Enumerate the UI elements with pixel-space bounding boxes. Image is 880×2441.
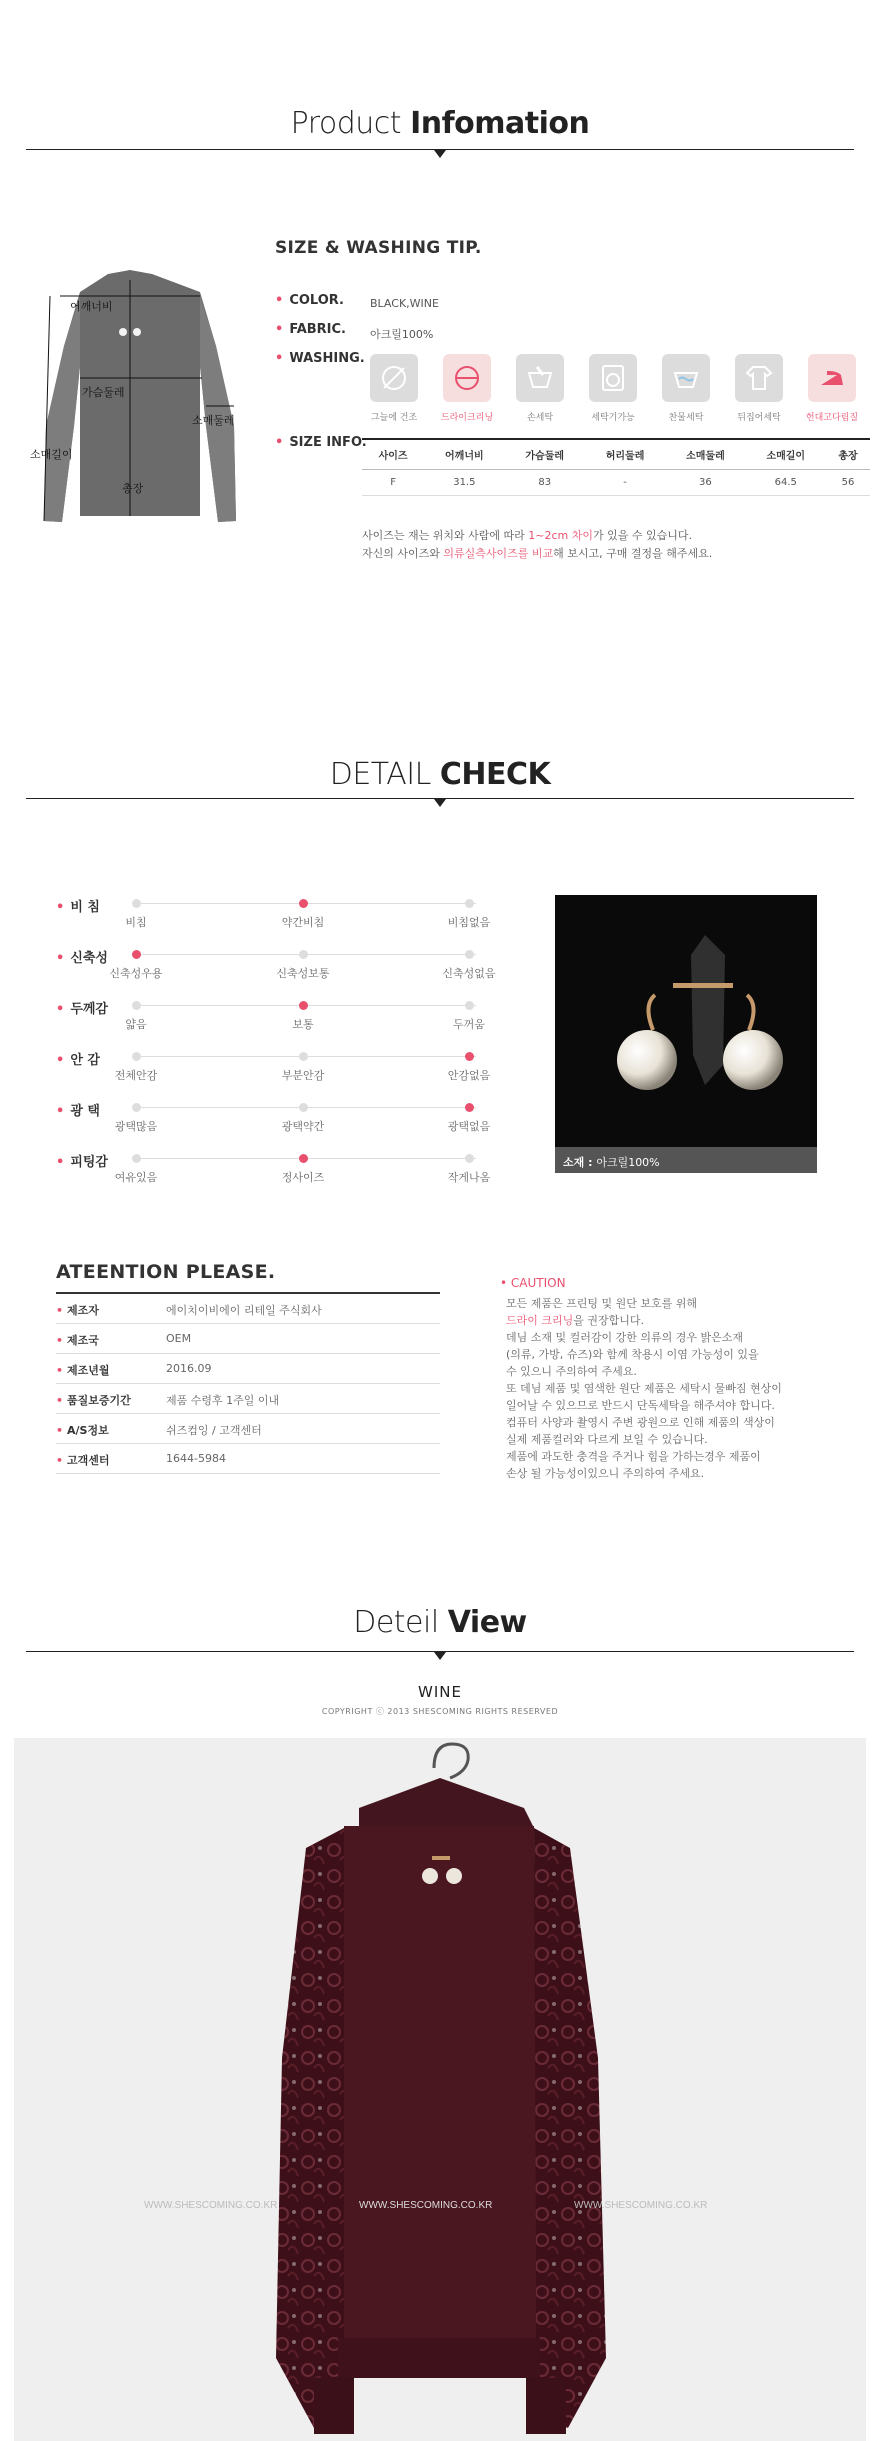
attention-row: [56, 1324, 440, 1354]
size-table-header: 사이즈 어깨너비 가슴둘레 허리둘레 소매둘레 소매길이 총장: [362, 439, 870, 470]
caution-line: 데님 소재 및 컬러감이 강한 의류의 경우 밝은소재: [506, 1331, 743, 1344]
shade-dry-icon: [379, 363, 409, 393]
detail-dot: [465, 950, 474, 959]
detail-option: 비침없음: [447, 916, 491, 929]
diagram-label-sleeve-round: 소매둘레: [192, 414, 235, 427]
caution-line: 실제 제품컬러와 다르게 보일 수 있습니다.: [506, 1433, 708, 1446]
caution-line: 컴퓨터 사양과 촬영시 주변 광원으로 인해 제품의 색상이: [506, 1416, 775, 1429]
attention-value: 1644-5984: [166, 1452, 226, 1465]
detail-dot: [299, 950, 308, 959]
detail-row-label: • 두께감: [56, 1002, 108, 1017]
attention-heading: ATEENTION PLEASE.: [56, 1261, 276, 1283]
caution-line: 드라이 크리닝을 권장합니다.: [506, 1314, 645, 1327]
caution-line: 일어날 수 있으므로 반드시 단독세탁을 해주셔야 합니다.: [506, 1399, 775, 1412]
product-photo: [14, 1738, 866, 2441]
size-note-1: 사이즈는 재는 위치와 사람에 따라 1~2cm 차이가 있을 수 있습니다.: [362, 529, 692, 542]
pearl-earring-closeup-icon: [555, 895, 817, 1147]
detail-dot: [465, 1154, 474, 1163]
detail-option: 광택약간: [281, 1120, 325, 1133]
detail-option: 광택없음: [447, 1120, 491, 1133]
washing-hand-wash: 손세탁: [516, 354, 564, 423]
detail-dot: [132, 1103, 141, 1112]
attention-key: • A/S정보: [56, 1424, 109, 1437]
detail-dot: [465, 1103, 474, 1112]
washing-machine: 세탁기가능: [589, 354, 637, 423]
attention-value: OEM: [166, 1332, 192, 1345]
detail-option: 정사이즈: [281, 1171, 325, 1184]
fabric-label: • FABRIC.: [275, 322, 346, 337]
divider-arrow: [434, 150, 446, 158]
caution-line: (의류, 가방, 슈즈)와 함께 착용시 이염 가능성이 있을: [506, 1348, 759, 1361]
detail-row-label: • 비 침: [56, 900, 100, 915]
svg-text:WWW.SHESCOMING.CO.KR: WWW.SHESCOMING.CO.KR: [359, 2200, 493, 2211]
caution-line: 또 데님 제품 및 염색한 원단 제품은 세탁시 물빠짐 현상이: [506, 1382, 782, 1395]
detail-option: 부분안감: [281, 1069, 325, 1082]
detail-dot: [132, 899, 141, 908]
attention-value: 쉬즈컴잉 / 고객센터: [166, 1424, 262, 1437]
washing-dry-clean: 드라이크리닝: [443, 354, 491, 423]
detail-option: 광택많음: [114, 1120, 158, 1133]
attention-row: [56, 1414, 440, 1444]
washing-iron: 헌대고다림질: [808, 354, 856, 423]
detail-option: 두꺼움: [453, 1018, 485, 1031]
washing-label: • WASHING.: [275, 351, 365, 366]
detail-dot: [299, 1052, 308, 1061]
divider-arrow: [434, 1652, 446, 1660]
detail-dot: [299, 1103, 308, 1112]
washing-machine-icon: [598, 363, 628, 393]
caution-title: • CAUTION: [500, 1276, 566, 1290]
svg-text:WWW.SHESCOMING.CO.KR: WWW.SHESCOMING.CO.KR: [144, 2200, 278, 2211]
detail-option: 비침: [125, 916, 147, 929]
diagram-label-length: 총장: [122, 482, 144, 495]
washing-inside-out: 뒤집어세탁: [735, 354, 783, 423]
detail-dot: [132, 1154, 141, 1163]
diagram-label-sleeve-length: 소매길이: [30, 448, 73, 461]
attention-row: [56, 1294, 440, 1324]
attention-value: 에이치이비에이 리테일 주식회사: [166, 1304, 322, 1317]
dry-clean-icon: [452, 363, 482, 393]
washing-cold-water: 찬물세탁: [662, 354, 710, 423]
table-row: F 31.5 83 - 36 64.5 56: [362, 470, 870, 496]
detail-row: [56, 1100, 496, 1140]
detail-option: 작게나옴: [447, 1171, 491, 1184]
detail-dot: [465, 899, 474, 908]
attention-value: 2016.09: [166, 1362, 212, 1375]
detail-option: 여유있음: [114, 1171, 158, 1184]
copyright: COPYRIGHT ⓒ 2013 SHESCOMING RIGHTS RESERVED: [321, 1707, 559, 1716]
divider-arrow: [434, 799, 446, 807]
attention-row: [56, 1354, 440, 1384]
product-info-title: Product Infomation: [290, 106, 590, 141]
material-photo: [555, 895, 817, 1173]
size-note-2: 자신의 사이즈와 의류실측사이즈를 비교해 보시고, 구매 결정을 해주세요.: [362, 547, 713, 560]
detail-dot: [132, 950, 141, 959]
washing-shade-dry: 그늘에 건조: [370, 354, 418, 423]
detail-row: [56, 947, 496, 987]
size-washing-heading: SIZE & WASHING TIP.: [275, 238, 482, 258]
detail-option: 안감없음: [447, 1069, 491, 1082]
size-table: [362, 438, 870, 496]
attention-key: • 고객센터: [56, 1454, 110, 1467]
color-name: WINE: [418, 1683, 462, 1701]
size-info-label: • SIZE INFO.: [275, 435, 367, 450]
detail-dot: [299, 1001, 308, 1010]
detail-view-title: Deteil View: [353, 1605, 527, 1640]
detail-dot: [132, 1001, 141, 1010]
detail-option: 전체안감: [114, 1069, 158, 1082]
svg-text:WWW.SHESCOMING.CO.KR: WWW.SHESCOMING.CO.KR: [574, 2200, 708, 2211]
hand-wash-icon: [525, 363, 555, 393]
attention-key: • 제조년월: [56, 1364, 110, 1377]
diagram-label-shoulder: 어깨너비: [70, 300, 113, 313]
detail-option: 신축성보통: [276, 967, 330, 980]
detail-dot: [299, 1154, 308, 1163]
caution-line: 모든 제품은 프린팅 및 원단 보호를 위해: [506, 1297, 697, 1310]
inside-out-icon: [744, 363, 774, 393]
size-diagram: [30, 266, 250, 566]
wine-lace-sweater-icon: [14, 1738, 866, 2441]
attention-key: • 제조국: [56, 1334, 99, 1347]
detail-row-label: • 신축성: [56, 951, 108, 966]
detail-check-title: DETAIL CHECK: [329, 757, 551, 792]
detail-option: 보통: [292, 1018, 314, 1031]
detail-row: [56, 1049, 496, 1089]
attention-value: 제품 수령후 1주일 이내: [166, 1394, 280, 1407]
detail-option: 얇음: [125, 1018, 147, 1031]
diagram-label-chest: 가슴둘레: [82, 386, 125, 399]
cold-water-icon: [671, 363, 701, 393]
detail-row: [56, 998, 496, 1038]
caution-line: 수 있으니 주의하여 주세요.: [506, 1365, 637, 1378]
material-caption: 소재 : 아크릴100%: [555, 1147, 817, 1173]
detail-row: [56, 1151, 496, 1191]
caution-line: 제품에 과도한 충격을 주거나 힘을 가하는경우 제품이: [506, 1450, 761, 1463]
detail-row-label: • 광 택: [56, 1104, 100, 1119]
detail-dot: [465, 1001, 474, 1010]
detail-row-label: • 안 감: [56, 1053, 100, 1068]
caution-line: 손상 될 가능성이있으니 주의하여 주세요.: [506, 1467, 705, 1480]
detail-option: 약간비침: [281, 916, 325, 929]
detail-option: 신축성우용: [109, 967, 163, 980]
detail-dot: [299, 899, 308, 908]
attention-row: [56, 1384, 440, 1414]
attention-key: • 제조자: [56, 1304, 99, 1317]
detail-dot: [465, 1052, 474, 1061]
color-value: BLACK,WINE: [370, 297, 439, 310]
fabric-value: 아크릴100%: [370, 328, 434, 341]
detail-dot: [132, 1052, 141, 1061]
attention-row: [56, 1444, 440, 1474]
detail-option: 신축성없음: [442, 967, 496, 980]
detail-row: [56, 896, 496, 936]
iron-icon: [817, 363, 847, 393]
detail-row-label: • 피팅감: [56, 1155, 108, 1170]
color-label: • COLOR.: [275, 293, 344, 308]
attention-key: • 품질보증기간: [56, 1394, 131, 1407]
